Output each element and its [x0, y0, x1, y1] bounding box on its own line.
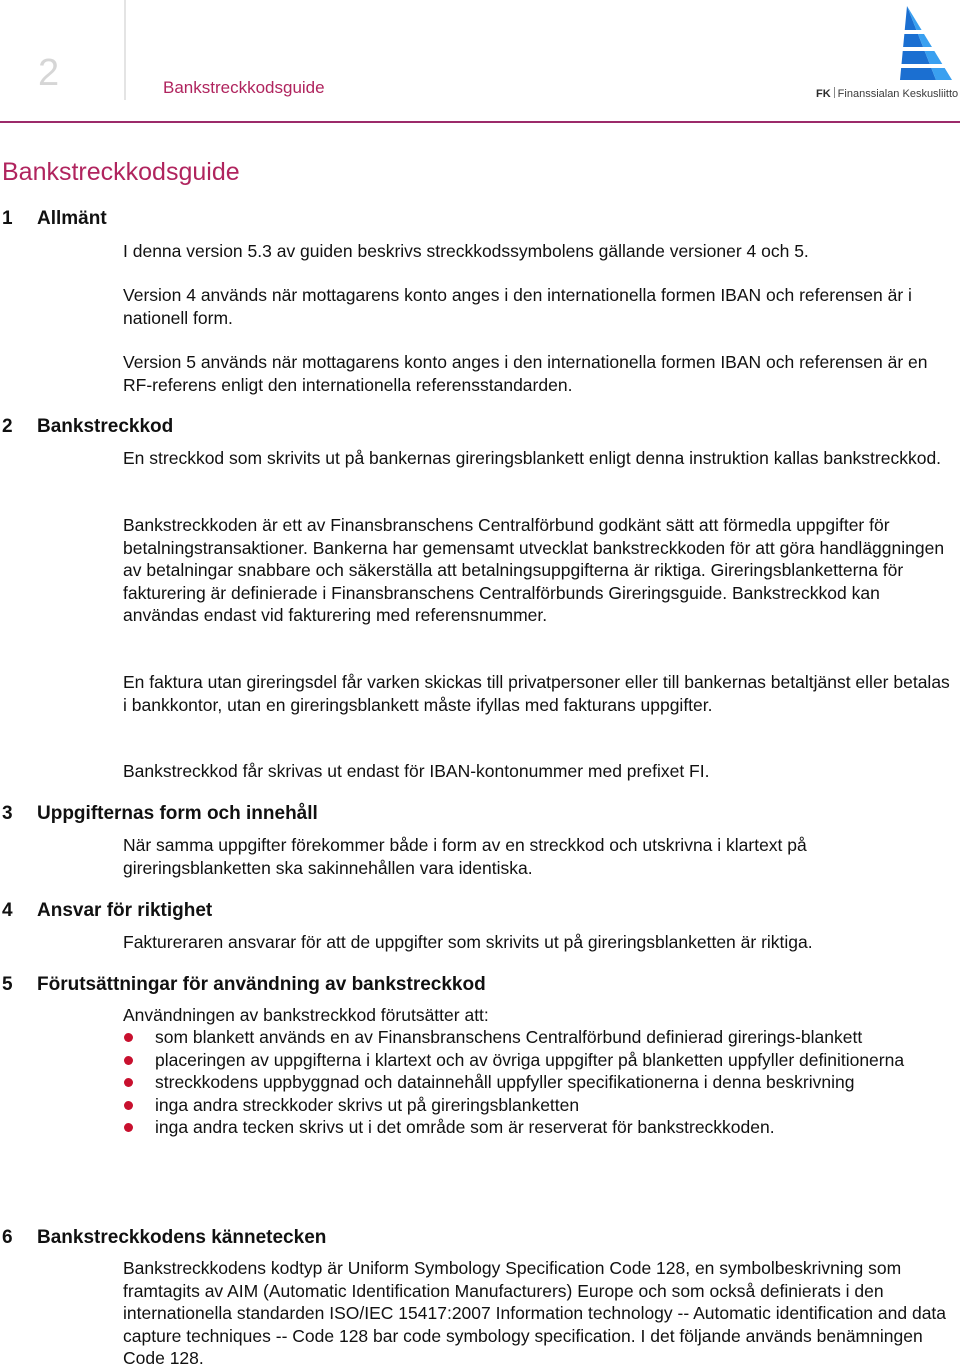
page-number: 2	[38, 52, 60, 94]
bullet-icon	[124, 1078, 133, 1087]
paragraph: I denna version 5.3 av guiden beskrivs streckkodssymbolens gällande versioner 4 och 5.	[123, 241, 809, 261]
section-title: Ansvar för riktighet	[37, 900, 213, 921]
section-heading-2	[2, 416, 173, 438]
section-heading-6	[2, 1227, 326, 1249]
paragraph: Version 4 används när mottagarens konto anges i den internationella formen IBAN och referensen är i nationell form.	[123, 285, 912, 328]
section-number: 5	[2, 974, 13, 995]
list-item-text: som blankett används en av Finansbranschens Centralförbund definierad girerings-blankett	[155, 1027, 863, 1047]
section-number: 2	[2, 416, 13, 437]
bullet-icon	[124, 1101, 133, 1110]
paragraph: Bankstreckkodens kodtyp är Uniform Symbology Specification Code 128, en symbolbeskrivning som framtagits av AIM (Automatic Identification Manufacturers) Europe och som också definierats i den internationella standarden ISO/IEC 15417:2007 Information technology -- Automatic identification and data capture techniques -- Code 128 bar code symbology specification. I det följande används benämningen Code 128.	[123, 1258, 947, 1368]
paragraph: Bankstreckkoden är ett av Finansbranschens Centralförbund godkänt sätt att förmedla uppgifter för betalningstransaktioner. Bankerna har gemensamt utvecklat bankstreckkoden för att göra handläggningen av betalningar snabbare och säkerställa att betalningsuppgifterna är riktiga. Gireringsblanketterna för fakturering är definierade i Finansbranschens Centralförbunds Gireringsguide. Bankstreckkod kan användas endast vid fakturering med referensnummer.	[123, 515, 945, 625]
list-item	[123, 1071, 953, 1094]
header-title: Bankstreckkodsguide	[163, 78, 325, 97]
section-title: Allmänt	[37, 208, 107, 229]
logo-sail-left	[900, 6, 936, 80]
section-title: Förutsättningar för användning av bankstreckkod	[37, 974, 486, 995]
requirements-list	[123, 1026, 953, 1139]
list-item	[123, 1094, 953, 1117]
list-item-text: placeringen av uppgifterna i klartext och av övriga uppgifter på blanketten uppfyller definitionerna	[155, 1049, 905, 1070]
logo-name: Finanssialan Keskusliitto	[837, 88, 959, 100]
paragraph: Version 5 används när mottagarens konto anges i den internationella formen IBAN och referensen är en RF-referens enligt den internationella referensstandarden.	[123, 352, 928, 395]
section-heading-3	[2, 803, 318, 825]
section-title: Uppgifternas form och innehåll	[37, 803, 318, 824]
paragraph: Användningen av bankstreckkod förutsätter att:	[123, 1005, 489, 1025]
logo-wordmark	[816, 87, 958, 100]
section-heading-1	[2, 208, 107, 230]
header-divider	[124, 0, 126, 100]
logo-abbr: FK	[816, 88, 831, 100]
bullet-icon	[124, 1123, 133, 1132]
paragraph: När samma uppgifter förekommer både i form av en streckkod och utskrivna i klartext på gireringsblanketten ska sakinnehållen vara identiska.	[123, 835, 807, 878]
list-item-text: inga andra tecken skrivs ut i det område som är reserverat för bankstreckkoden.	[155, 1117, 775, 1137]
section-number: 6	[2, 1227, 13, 1248]
bullet-icon	[124, 1056, 133, 1065]
page-header	[0, 0, 960, 123]
bullet-icon	[124, 1033, 133, 1042]
document-title: Bankstreckkodsguide	[2, 158, 240, 186]
paragraph: En faktura utan gireringsdel får varken skickas till privatpersoner eller till bankernas betaltjänst eller betalas i bankkontor, utan en gireringsblankett måste ifyllas med fakturans uppgifter.	[123, 672, 950, 715]
list-item	[123, 1049, 953, 1072]
section-title: Bankstreckkod	[37, 416, 174, 437]
paragraph: En streckkod som skrivits ut på bankernas gireringsblankett enligt denna instruktion kallas bankstreckkod.	[123, 448, 942, 468]
section-number: 1	[2, 208, 13, 229]
list-item	[123, 1026, 953, 1049]
header-rule	[0, 121, 960, 123]
section-heading-4	[2, 900, 212, 922]
section-number: 4	[2, 900, 13, 921]
section-heading-5	[2, 974, 486, 996]
list-item-text: inga andra streckkoder skrivs ut på gireringsblanketten	[155, 1094, 580, 1115]
list-item-text: streckkodens uppbyggnad och datainnehåll uppfyller specifikationerna i denna beskrivning	[155, 1072, 855, 1092]
list-item	[123, 1116, 953, 1139]
paragraph: Bankstreckkod får skrivas ut endast för IBAN-kontonummer med prefixet FI.	[123, 761, 710, 781]
section-number: 3	[2, 803, 13, 824]
section-title: Bankstreckkodens kännetecken	[37, 1227, 327, 1248]
paragraph: Faktureraren ansvarar för att de uppgifter som skrivits ut på gireringsblanketten är riktiga.	[123, 932, 813, 952]
